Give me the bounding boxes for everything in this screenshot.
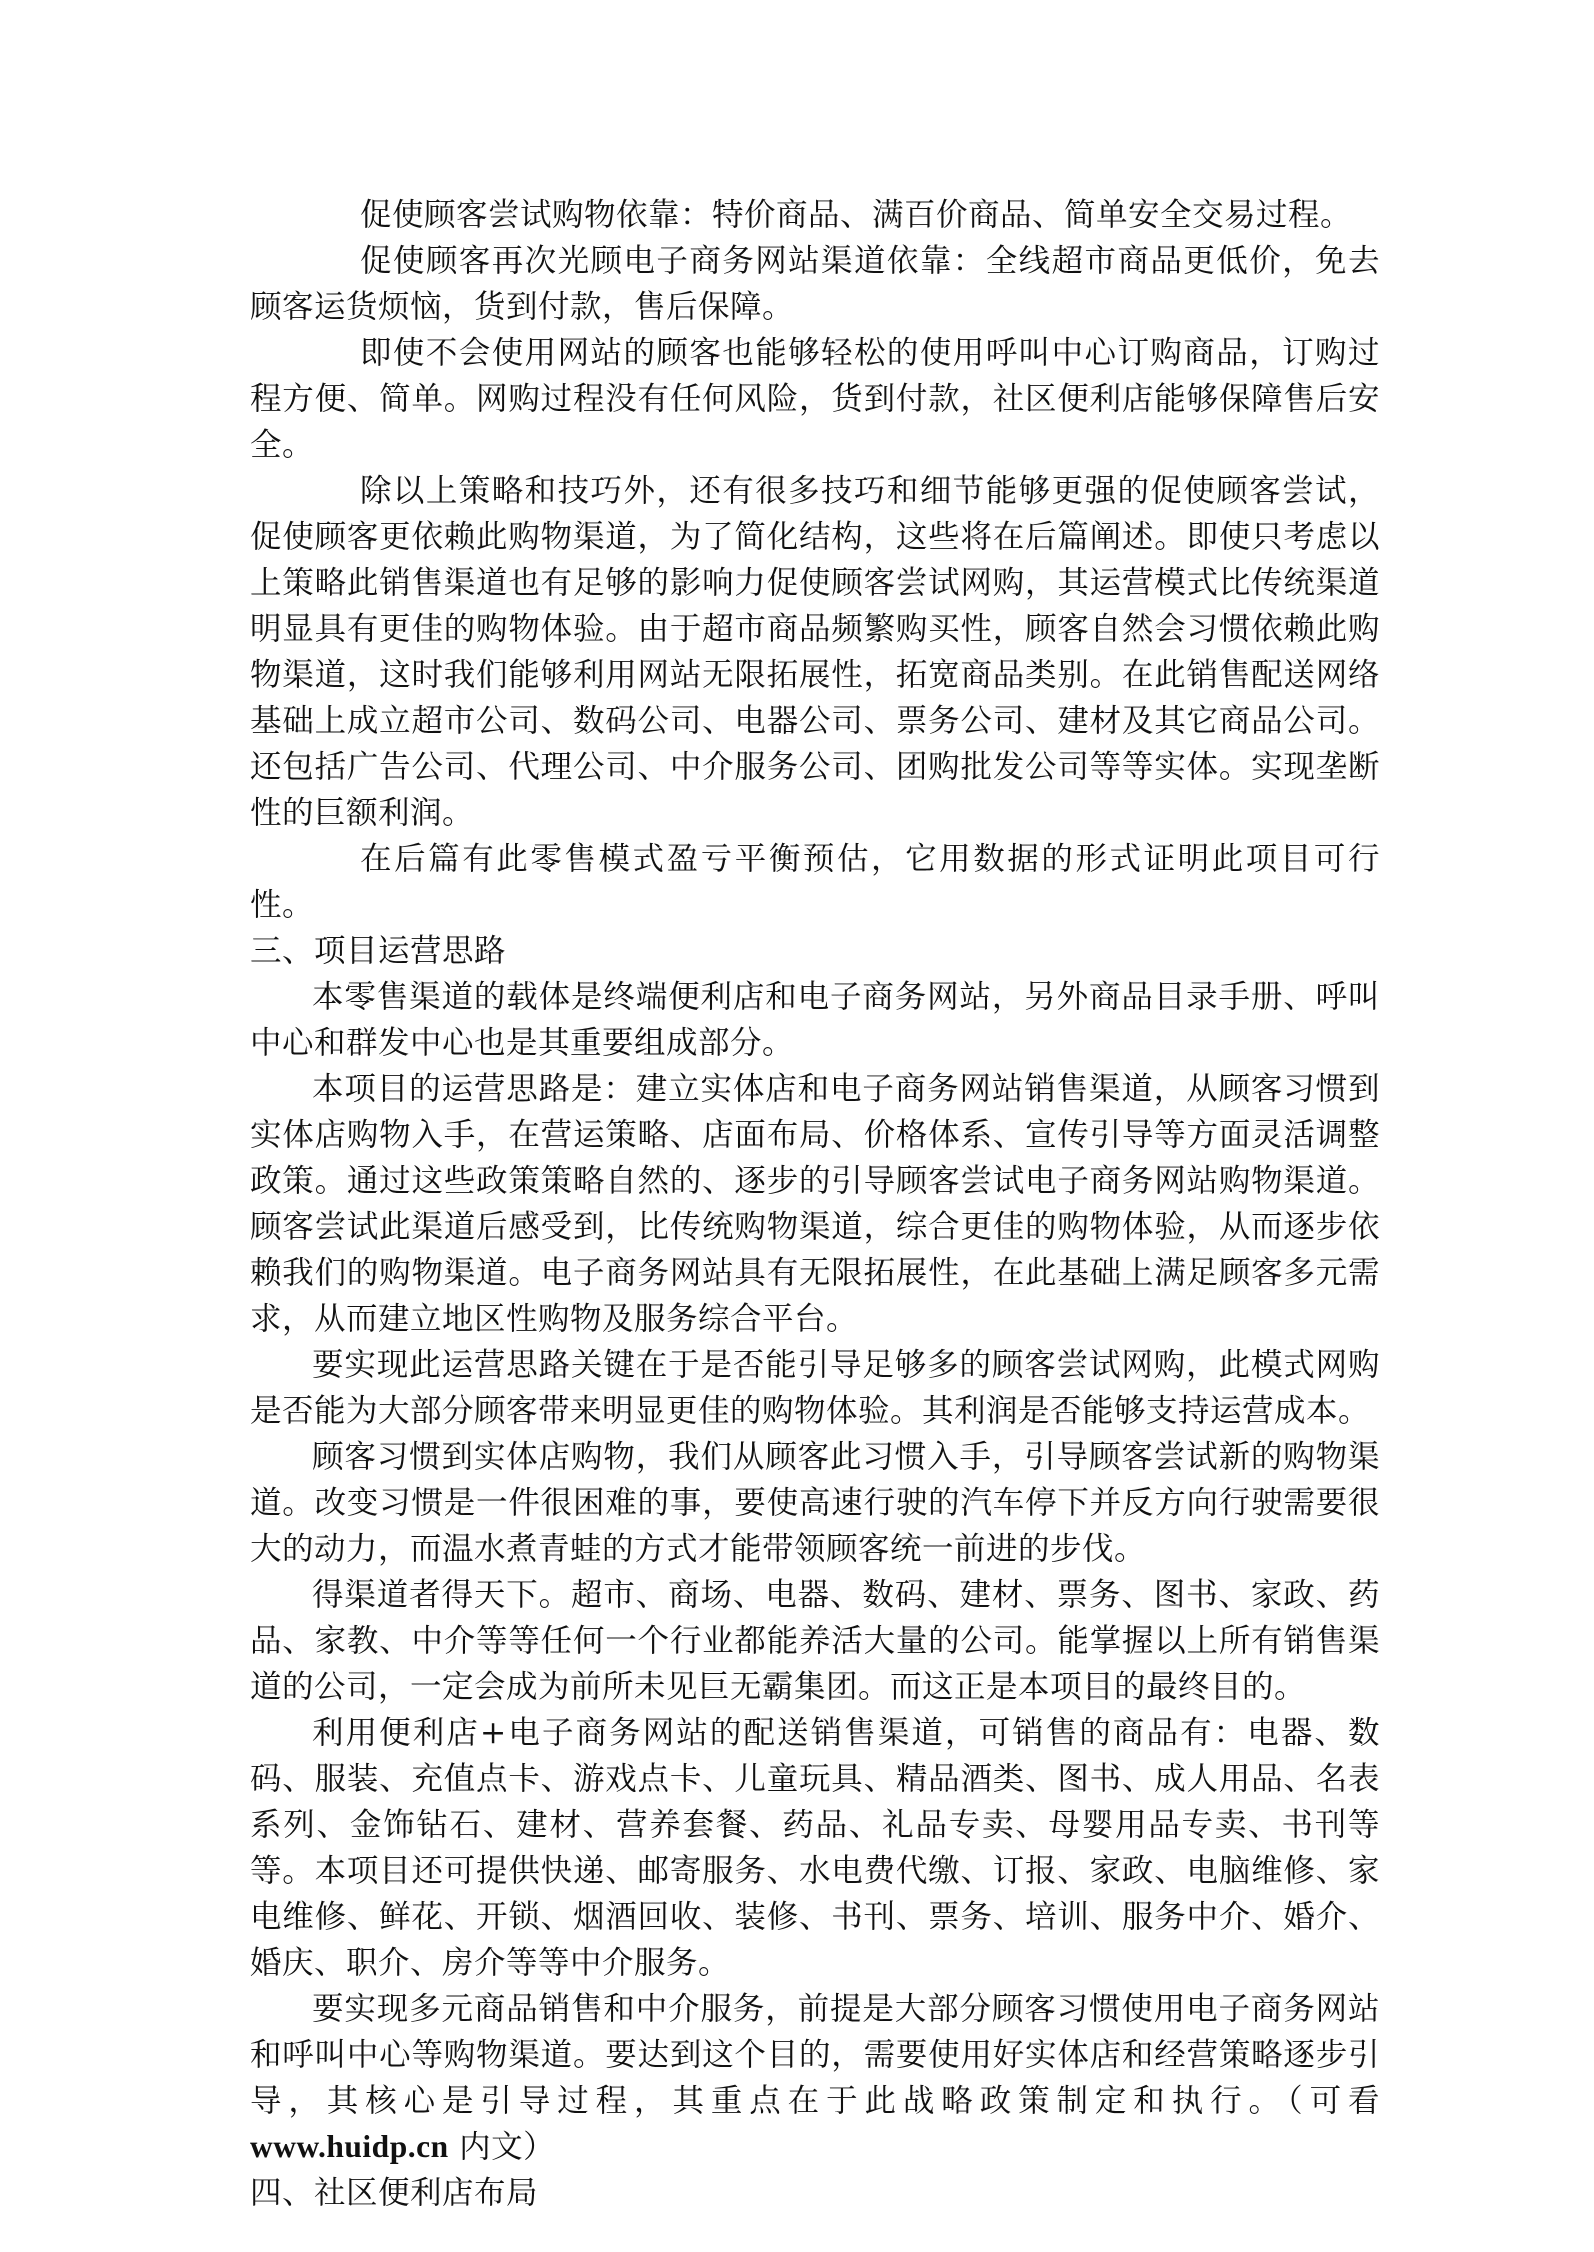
- paragraph-strategies: 除以上策略和技巧外，还有很多技巧和细节能够更强的促使顾客尝试，促使顾客更依赖此购物渠道，为了简化结构，这些将在后篇阐述。即使只考虑以上策略此销售渠道也有足够的影响力促使顾客尝试网购，其运营模式比传统渠道明显具有更佳的购物体验。由于超市商品频繁购买性，顾客自然会习惯依赖此购物渠道，这时我们能够利用网站无限拓展性，拓宽商品类别。在此销售配送网络基础上成立超市公司、数码公司、电器公司、票务公司、建材及其它商品公司。还包括广告公司、代理公司、中介服务公司、团购批发公司等等实体。实现垄断性的巨额利润。: [250, 473, 1380, 831]
- document-body: [250, 192, 1380, 2216]
- paragraph-breakeven: 在后篇有此零售模式盈亏平衡预估，它用数据的形式证明此项目可行性。: [250, 841, 1380, 923]
- paragraph-channel-carrier: 本零售渠道的载体是终端便利店和电子商务网站，另外商品目录手册、呼叫中心和群发中心也是其重要组成部分。: [250, 979, 1380, 1061]
- paragraph-repeat-visit: 促使顾客再次光顾电子商务网站渠道依靠：全线超市商品更低价，免去顾客运货烦恼，货到付款，售后保障。: [250, 243, 1380, 325]
- paragraph-call-center: 即使不会使用网站的顾客也能够轻松的使用呼叫中心订购商品，订购过程方便、简单。网购过程没有任何风险，货到付款，社区便利店能够保障售后安全。: [250, 335, 1380, 463]
- paragraph-multi-services-text: 要实现多元商品销售和中介服务，前提是大部分顾客习惯使用电子商务网站和呼叫中心等购物渠道。要达到这个目的，需要使用好实体店和经营策略逐步引导，其核心是引导过程，其重点在于此战略政策制定和执行。（可看: [250, 1991, 1380, 2119]
- section-heading-operations: 三、项目运营思路: [250, 933, 507, 969]
- paragraph-multi-services: [250, 1986, 1380, 2170]
- paragraph-trial-shopping: 促使顾客尝试购物依靠：特价商品、满百价商品、简单安全交易过程。: [360, 197, 1353, 233]
- website-link[interactable]: www.huidp.cn: [250, 2129, 449, 2164]
- paragraph-key-point: 要实现此运营思路关键在于是否能引导足够多的顾客尝试网购，此模式网购是否能为大部分顾客带来明显更佳的购物体验。其利润是否能够支持运营成本。: [250, 1347, 1380, 1429]
- paragraph-multi-services-tail: 内文）: [448, 2129, 556, 2165]
- paragraph-product-list: 利用便利店+电子商务网站的配送销售渠道，可销售的商品有：电器、数码、服装、充值点卡、游戏点卡、儿童玩具、精品酒类、图书、成人用品、名表系列、金饰钻石、建材、营养套餐、药品、礼品专卖、母婴用品专卖、书刊等等。本项目还可提供快递、邮寄服务、水电费代缴、订报、家政、电脑维修、家电维修、鲜花、开锁、烟酒回收、装修、书刊、票务、培训、服务中介、婚介、婚庆、职介、房介等等中介服务。: [250, 1715, 1380, 1981]
- paragraph-customer-habit: 顾客习惯到实体店购物，我们从顾客此习惯入手，引导顾客尝试新的购物渠道。改变习惯是一件很困难的事，要使高速行驶的汽车停下并反方向行驶需要很大的动力，而温水煮青蛙的方式才能带领顾客统一前进的步伐。: [250, 1439, 1380, 1567]
- paragraph-channel-wins: 得渠道者得天下。超市、商场、电器、数码、建材、票务、图书、家政、药品、家教、中介等等任何一个行业都能养活大量的公司。能掌握以上所有销售渠道的公司，一定会成为前所未见巨无霸集团。而这正是本项目的最终目的。: [250, 1577, 1380, 1705]
- section-heading-store-layout: 四、社区便利店布局: [250, 2175, 539, 2211]
- paragraph-operating-idea: 本项目的运营思路是：建立实体店和电子商务网站销售渠道，从顾客习惯到实体店购物入手，在营运策略、店面布局、价格体系、宣传引导等方面灵活调整政策。通过这些政策策略自然的、逐步的引导顾客尝试电子商务网站购物渠道。顾客尝试此渠道后感受到，比传统购物渠道，综合更佳的购物体验，从而逐步依赖我们的购物渠道。电子商务网站具有无限拓展性，在此基础上满足顾客多元需求，从而建立地区性购物及服务综合平台。: [250, 1071, 1380, 1337]
